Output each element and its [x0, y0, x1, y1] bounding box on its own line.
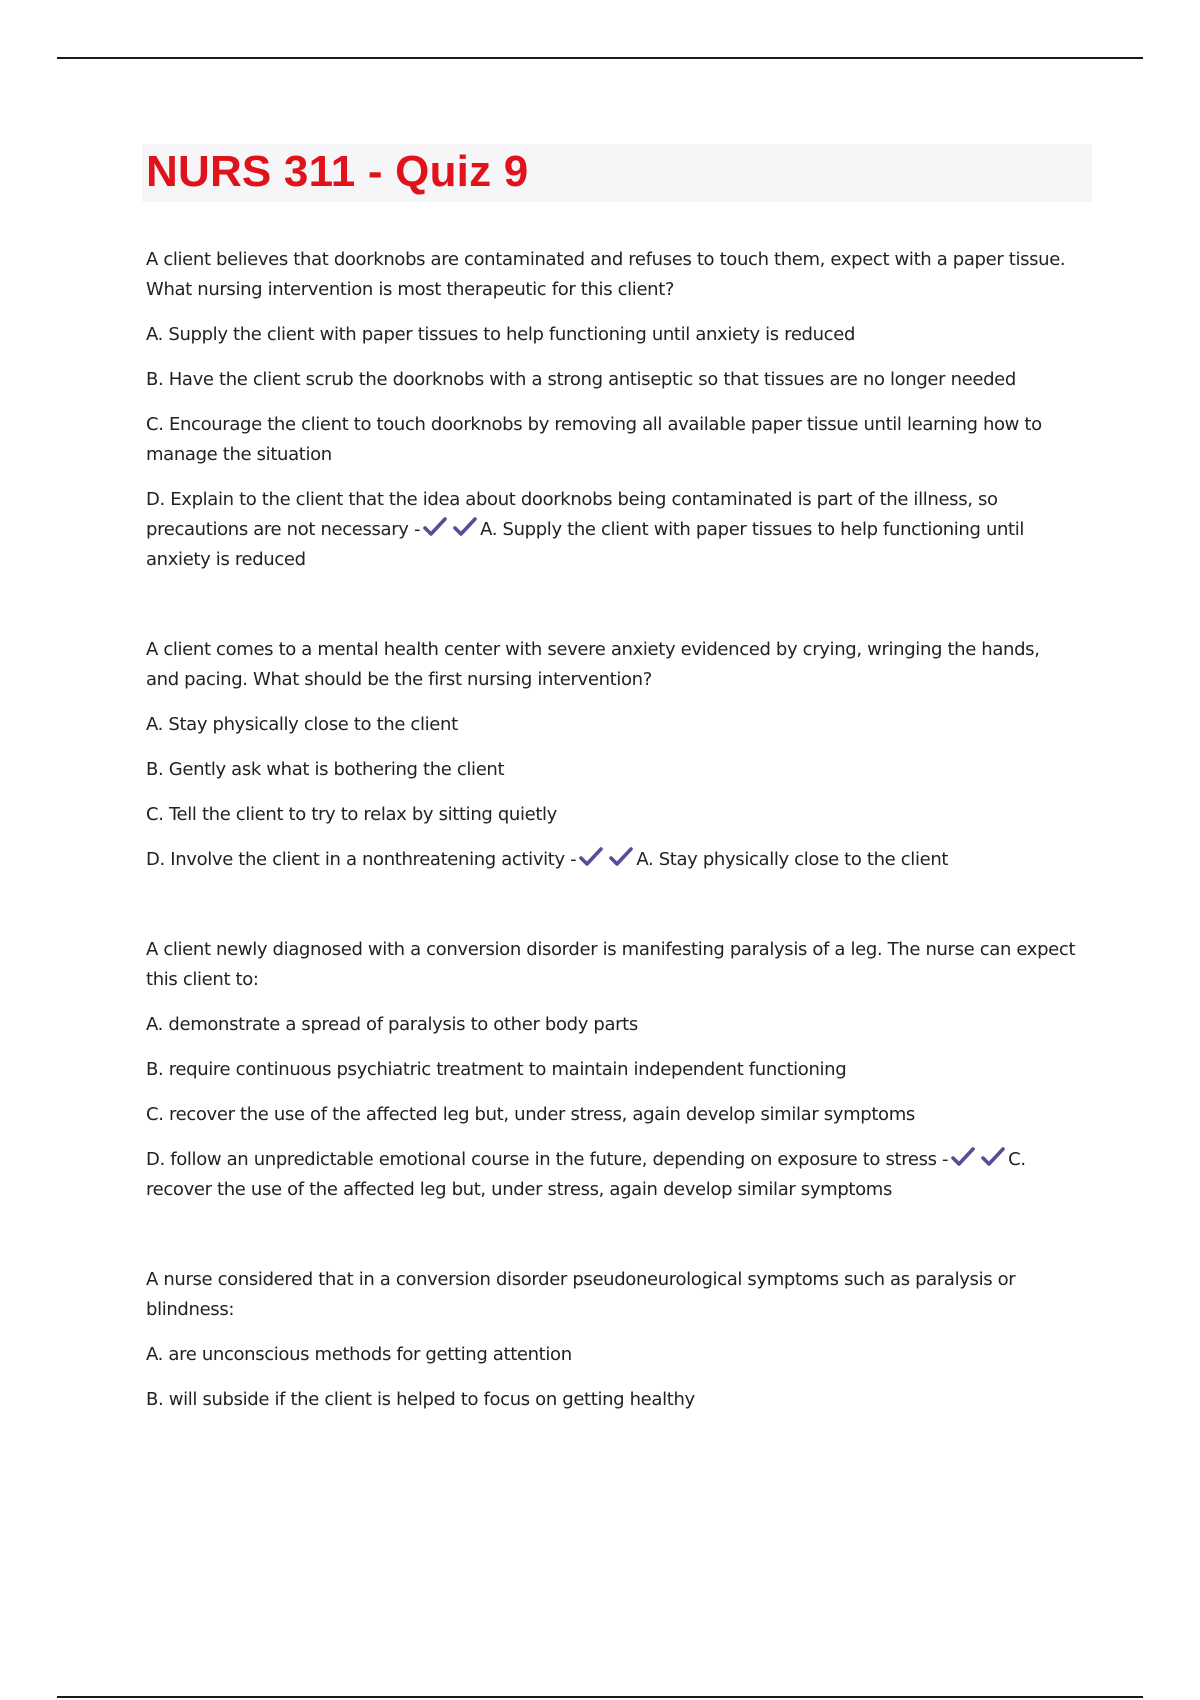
- option-d-with-answer: [146, 1145, 1076, 1205]
- question-stem: A nurse considered that in a conversion disorder pseudoneurological symptoms such as paralysis or blindness:: [146, 1269, 1016, 1320]
- option-b: B. will subside if the client is helped to focus on getting healthy: [146, 1389, 695, 1410]
- option-a: A. Stay physically close to the client: [146, 714, 458, 735]
- answer-text: C. recover the use of the affected leg but, under stress, again develop similar symptoms: [146, 1149, 1026, 1200]
- option-d-with-answer: [146, 845, 1076, 875]
- question-3: [146, 935, 1076, 1205]
- option-c: C. recover the use of the affected leg but, under stress, again develop similar symptoms: [146, 1104, 915, 1125]
- check-icon: [452, 516, 478, 538]
- top-rule: [57, 57, 1143, 59]
- page-title: NURS 311 - Quiz 9: [146, 147, 529, 196]
- quiz-content: [146, 245, 1076, 1415]
- question-stem: A client comes to a mental health center with severe anxiety evidenced by crying, wringing the hands, and pacing. What should be the first nursing intervention?: [146, 639, 1040, 690]
- answer-text: A. Stay physically close to the client: [636, 849, 949, 870]
- answer-separator: -: [564, 849, 577, 870]
- option-d-with-answer: [146, 485, 1076, 575]
- answer-separator: -: [408, 519, 421, 540]
- option-c: C. Encourage the client to touch doorknobs by removing all available paper tissue until learning how to manage the situation: [146, 414, 1042, 465]
- check-icon: [980, 1146, 1006, 1168]
- option-b: B. Gently ask what is bothering the client: [146, 759, 505, 780]
- option-a: A. Supply the client with paper tissues to help functioning until anxiety is reduced: [146, 324, 856, 345]
- question-4: [146, 1265, 1076, 1415]
- option-b: B. Have the client scrub the doorknobs with a strong antiseptic so that tissues are no longer needed: [146, 369, 1016, 390]
- check-icon: [422, 516, 448, 538]
- option-d: D. Explain to the client that the idea about doorknobs being contaminated is part of the illness, so precautions are not necessary: [146, 489, 998, 540]
- question-stem: A client believes that doorknobs are contaminated and refuses to touch them, expect with a paper tissue. What nursing intervention is most therapeutic for this client?: [146, 249, 1066, 300]
- check-icon: [950, 1146, 976, 1168]
- option-b: B. require continuous psychiatric treatment to maintain independent functioning: [146, 1059, 847, 1080]
- question-1: [146, 245, 1076, 575]
- check-icon: [578, 846, 604, 868]
- option-a: A. demonstrate a spread of paralysis to other body parts: [146, 1014, 638, 1035]
- answer-text: A. Supply the client with paper tissues to help functioning until anxiety is reduced: [146, 519, 1025, 570]
- option-d: D. follow an unpredictable emotional course in the future, depending on exposure to stress: [146, 1149, 937, 1170]
- bottom-rule: [57, 1696, 1143, 1698]
- question-stem: A client newly diagnosed with a conversion disorder is manifesting paralysis of a leg. The nurse can expect this client to:: [146, 939, 1076, 990]
- option-a: A. are unconscious methods for getting attention: [146, 1344, 572, 1365]
- answer-separator: -: [936, 1149, 949, 1170]
- check-icon: [608, 846, 634, 868]
- question-2: [146, 635, 1076, 875]
- option-d: D. Involve the client in a nonthreatening activity: [146, 849, 565, 870]
- option-c: C. Tell the client to try to relax by sitting quietly: [146, 804, 557, 825]
